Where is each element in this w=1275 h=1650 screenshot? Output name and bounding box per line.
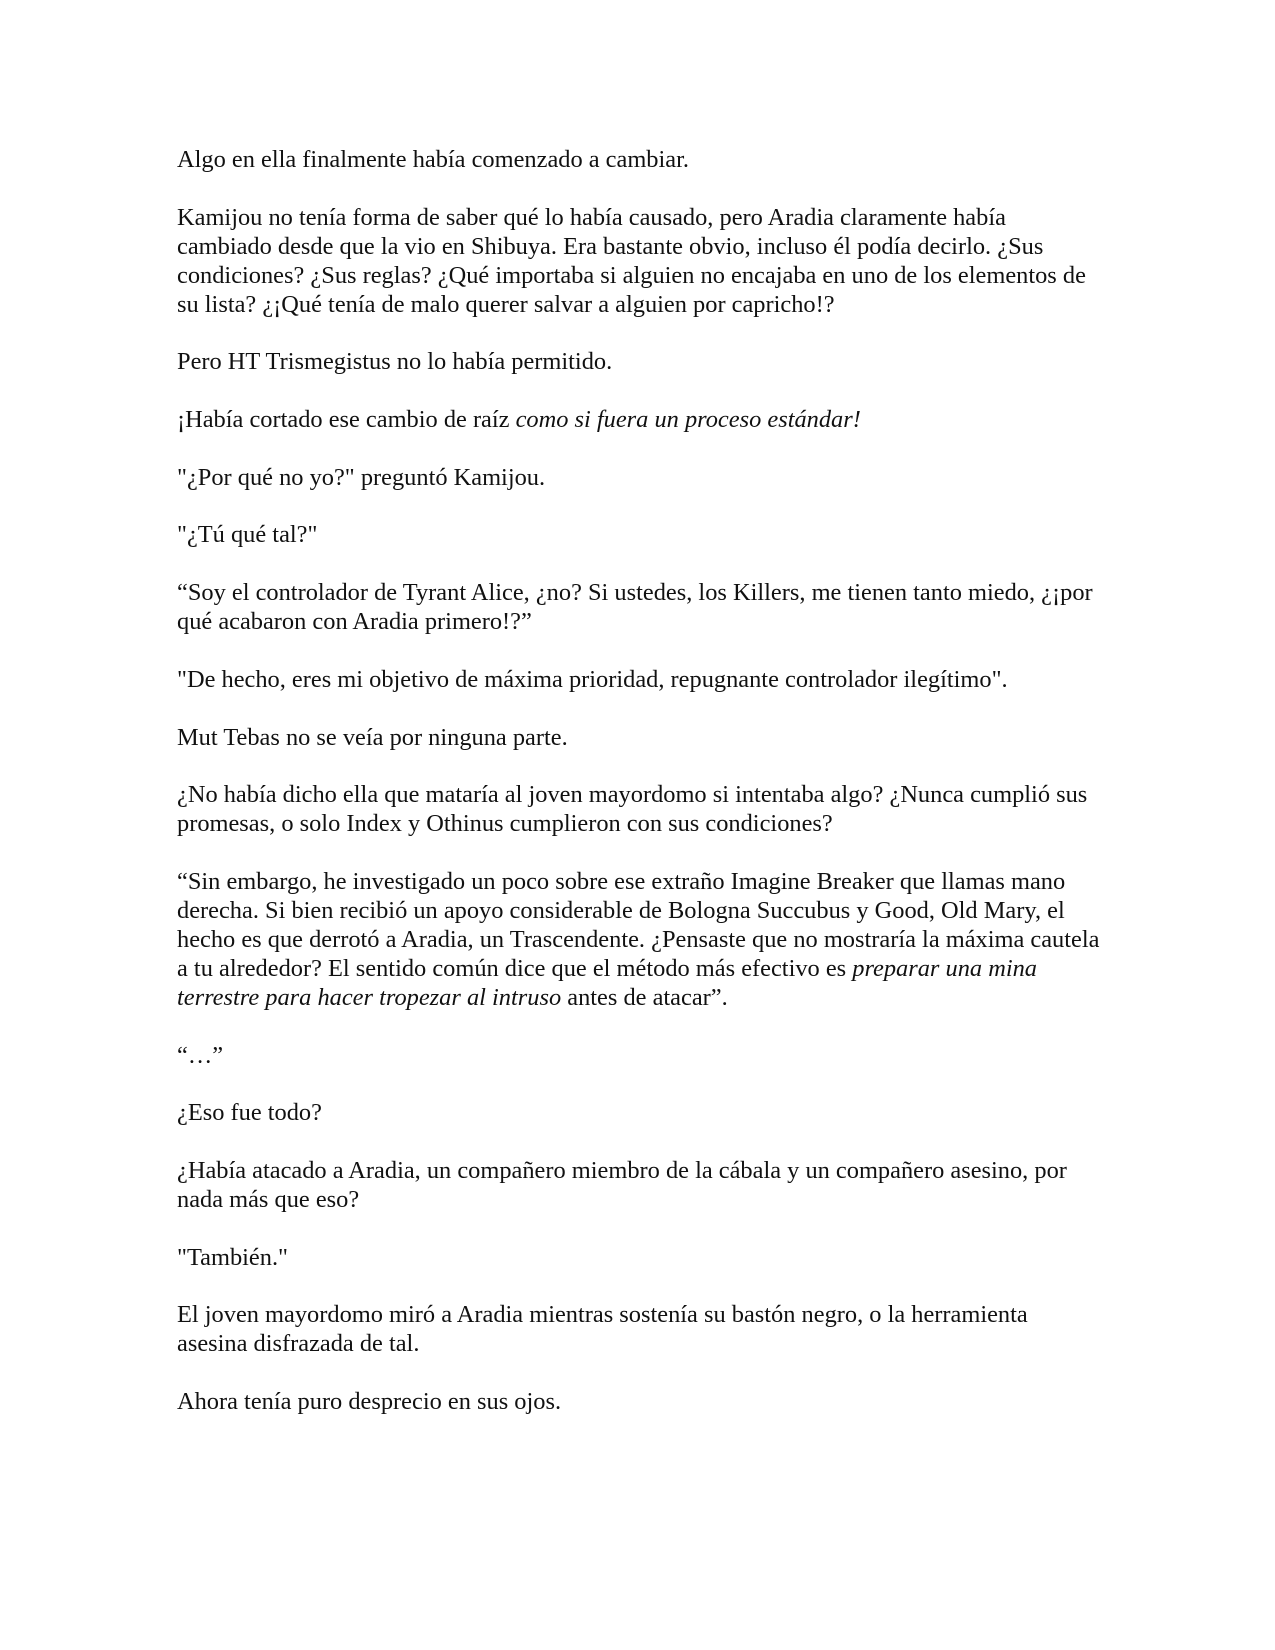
paragraph [177, 347, 1102, 376]
paragraph [177, 520, 1102, 549]
paragraph [177, 578, 1102, 636]
paragraph [177, 203, 1102, 319]
paragraph [177, 780, 1102, 838]
text-run: "De hecho, eres mi objetivo de máxima prioridad, repugnante controlador ilegítimo". [177, 665, 1008, 693]
paragraph [177, 665, 1102, 694]
paragraph [177, 1041, 1102, 1070]
text-run: Ahora tenía puro desprecio en sus ojos. [177, 1388, 562, 1415]
paragraph [177, 145, 1102, 174]
paragraph [177, 1098, 1102, 1127]
paragraph [177, 1300, 1102, 1358]
paragraph [177, 1243, 1102, 1272]
text-run: Pero HT Trismegistus no lo había permitido. [177, 348, 613, 376]
text-run: antes de atacar”. [561, 983, 728, 1011]
text-run: "¿Por qué no yo?" preguntó Kamijou. [177, 463, 546, 491]
text-run: “Soy el controlador de Tyrant Alice, ¿no? Si ustedes, los Killers, me tienen tanto miedo, ¿¡por qué acabaron con Aradia primero!?” [177, 579, 1093, 636]
text-run: "¿Tú qué tal?" [177, 521, 318, 549]
text-run: Kamijou no tenía forma de saber qué lo había causado, pero Aradia claramente había cambiado desde que la vio en Shibuya. Era bastante obvio, incluso él podía decirlo. ¿Sus condiciones? ¿Sus reglas? ¿Qué importaba si alguien no encajaba en uno de los elementos de su lista? ¿¡Qué tenía de malo querer salvar a alguien por capricho!? [177, 203, 1086, 318]
text-run: "También." [177, 1243, 288, 1271]
text-run: ¡Había cortado ese cambio de raíz [177, 406, 516, 434]
text-run: El joven mayordomo miró a Aradia mientras sostenía su bastón negro, o la herramienta asesina disfrazada de tal. [177, 1301, 1028, 1358]
text-run: ¿Eso fue todo? [177, 1099, 322, 1127]
paragraph [177, 723, 1102, 752]
text-run: ¿No había dicho ella que mataría al joven mayordomo si intentaba algo? ¿Nunca cumplió sus promesas, o solo Index y Othinus cumplieron con sus condiciones? [177, 781, 1088, 838]
text-run: “…” [177, 1041, 224, 1069]
italic-text-run: como si fuera un proceso estándar! [515, 406, 861, 434]
italic-text-run: preparar una mina terrestre para hacer tropezar al intruso [177, 954, 1037, 1011]
body-text [177, 145, 1102, 1445]
paragraph [177, 405, 1102, 434]
paragraph [177, 1387, 1102, 1416]
text-run: Algo en ella finalmente había comenzado a cambiar. [177, 146, 689, 173]
paragraph [177, 463, 1102, 492]
text-run: ¿Había atacado a Aradia, un compañero miembro de la cábala y un compañero asesino, por nada más que eso? [177, 1156, 1067, 1213]
paragraph [177, 1156, 1102, 1214]
text-run: Mut Tebas no se veía por ninguna parte. [177, 723, 568, 751]
paragraph [177, 867, 1102, 1012]
text-run: “Sin embargo, he investigado un poco sobre ese extraño Imagine Breaker que llamas mano derecha. Si bien recibió un apoyo considerable de Bologna Succubus y Good, Old Mary, el hecho es que derrotó a Aradia, un Trascendente. ¿Pensaste que no mostraría la máxima cautela a tu alrededor? El sentido común dice que el método más efectivo es [177, 867, 1100, 982]
